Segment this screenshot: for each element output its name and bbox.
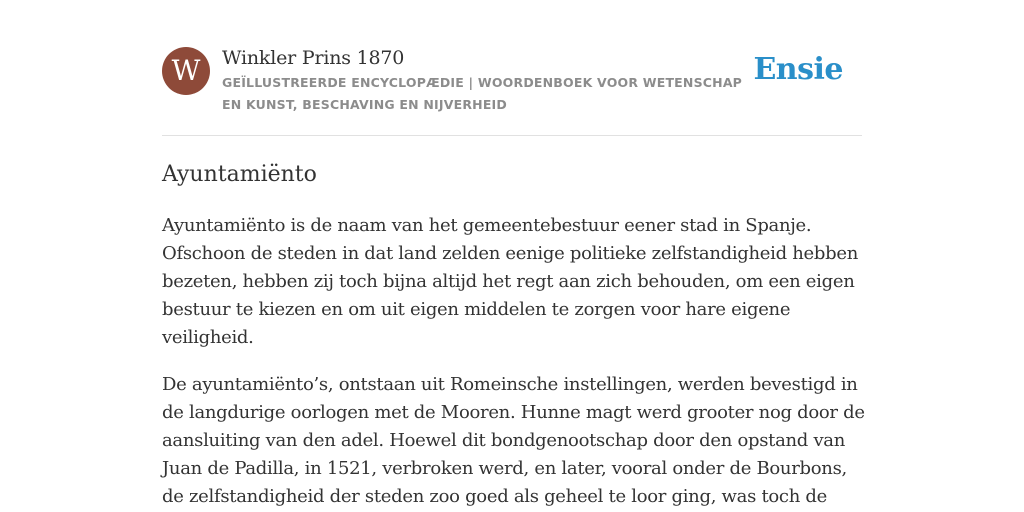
article-paragraph: Ayuntamiënto is de naam van het gemeentebestuur eener stad in Spanje. Ofschoon de steden in dat land zelden eenige politieke zelfstandigheid hebben bezeten, hebben zij toch bijna altijd het regt aan zich behouden, om een eigen bestuur te kiezen en om uit eigen middelen te zorgen voor hare eigene veiligheid.: [162, 215, 858, 348]
source-header: [162, 46, 862, 136]
ensie-logo[interactable]: Ensie: [753, 52, 843, 87]
header-divider: [162, 135, 862, 136]
article-title: Ayuntamiënto: [162, 162, 317, 187]
source-title[interactable]: Winkler Prins 1870: [222, 47, 405, 69]
source-subtitle: GEÏLLUSTREERDE ENCYCLOPÆDIE | WOORDENBOEK VOOR WETENSCHAP EN KUNST, BESCHAVING EN NIJVERHEID: [222, 75, 743, 112]
source-avatar[interactable]: W: [162, 47, 210, 95]
article-body: [162, 212, 866, 512]
article-paragraph: De ayuntamiënto’s, ontstaan uit Romeinsche instellingen, werden bevestigd in de langdurige oorlogen met de Mooren. Hunne magt werd grooter nog door de aansluiting van den adel. Hoewel dit bondgenootschap door den opstand van Juan de Padilla, in 1521, verbroken werd, en later, vooral onder de Bourbons, de zelfstandigheid der steden zoo goed als geheel te loor ging, was toch de: [162, 374, 865, 507]
